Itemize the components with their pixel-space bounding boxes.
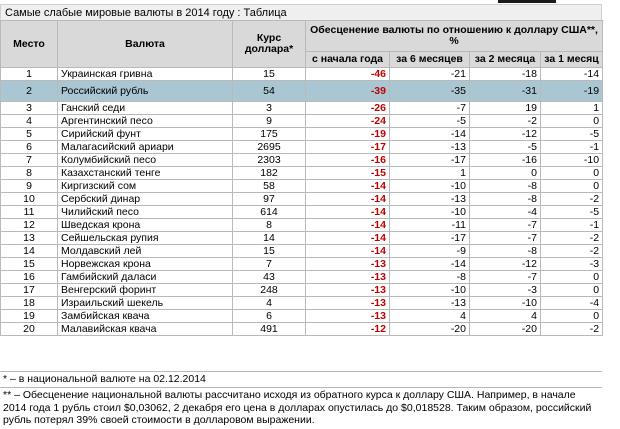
- cell-since-year-start: -14: [306, 245, 390, 258]
- cell-place: 12: [1, 219, 58, 232]
- cell-two-months: -12: [470, 258, 541, 271]
- cell-six-months: -9: [390, 245, 470, 258]
- cell-since-year-start: -14: [306, 180, 390, 193]
- table-row: [1, 193, 603, 206]
- table-row: [1, 141, 603, 154]
- cell-rate: 175: [233, 128, 306, 141]
- cell-since-year-start: -39: [306, 81, 390, 102]
- cell-two-months: -7: [470, 219, 541, 232]
- footnote-rate: * – в национальной валюте на 02.12.2014: [0, 371, 602, 385]
- cell-one-month: -2: [541, 323, 603, 336]
- cell-six-months: 4: [390, 310, 470, 323]
- cell-rate: 2303: [233, 154, 306, 167]
- cell-since-year-start: -14: [306, 232, 390, 245]
- cell-place: 9: [1, 180, 58, 193]
- cell-place: 6: [1, 141, 58, 154]
- header-since-year-start: с начала года: [306, 52, 390, 68]
- header-devaluation: Обесценение валюты по отношению к доллару США**, %: [306, 21, 603, 52]
- cell-one-month: 0: [541, 167, 603, 180]
- cell-since-year-start: -26: [306, 102, 390, 115]
- cell-six-months: -11: [390, 219, 470, 232]
- cell-place: 5: [1, 128, 58, 141]
- cell-since-year-start: -13: [306, 310, 390, 323]
- header-six-months: за 6 месяцев: [390, 52, 470, 68]
- cell-currency: Украинская гривна: [58, 68, 233, 81]
- top-edge-bar: [498, 0, 556, 3]
- cell-place: 13: [1, 232, 58, 245]
- cell-one-month: 0: [541, 284, 603, 297]
- cell-currency: Израильский шекель: [58, 297, 233, 310]
- table-row: [1, 245, 603, 258]
- cell-two-months: -7: [470, 271, 541, 284]
- cell-since-year-start: -14: [306, 193, 390, 206]
- table-row: [1, 297, 603, 310]
- cell-two-months: -20: [470, 323, 541, 336]
- table-row: [1, 323, 603, 336]
- table-row: [1, 284, 603, 297]
- table-row: [1, 81, 603, 102]
- cell-six-months: -13: [390, 141, 470, 154]
- cell-currency: Сейшельская рупия: [58, 232, 233, 245]
- cell-six-months: -35: [390, 81, 470, 102]
- cell-one-month: -5: [541, 128, 603, 141]
- cell-since-year-start: -13: [306, 271, 390, 284]
- cell-six-months: -21: [390, 68, 470, 81]
- cell-one-month: 0: [541, 271, 603, 284]
- table-row: [1, 310, 603, 323]
- cell-currency: Киргизский сом: [58, 180, 233, 193]
- cell-currency: Чилийский песо: [58, 206, 233, 219]
- cell-since-year-start: -19: [306, 128, 390, 141]
- table-title: Самые слабые мировые валюты в 2014 году : Таблица: [0, 4, 602, 20]
- cell-one-month: -3: [541, 258, 603, 271]
- cell-currency: Колумбийский песо: [58, 154, 233, 167]
- cell-two-months: -18: [470, 68, 541, 81]
- cell-place: 19: [1, 310, 58, 323]
- header-one-month: за 1 месяц: [541, 52, 603, 68]
- cell-currency: Сербский динар: [58, 193, 233, 206]
- cell-rate: 4: [233, 297, 306, 310]
- cell-two-months: -3: [470, 284, 541, 297]
- cell-one-month: -2: [541, 193, 603, 206]
- cell-rate: 614: [233, 206, 306, 219]
- table-row: [1, 206, 603, 219]
- table-row: [1, 219, 603, 232]
- cell-one-month: -1: [541, 141, 603, 154]
- cell-one-month: -10: [541, 154, 603, 167]
- cell-one-month: 0: [541, 310, 603, 323]
- cell-currency: Молдавский лей: [58, 245, 233, 258]
- cell-since-year-start: -16: [306, 154, 390, 167]
- table-row: [1, 180, 603, 193]
- cell-rate: 8: [233, 219, 306, 232]
- cell-currency: Малавийская квача: [58, 323, 233, 336]
- table-row: [1, 232, 603, 245]
- cell-two-months: -10: [470, 297, 541, 310]
- table-row: [1, 167, 603, 180]
- cell-place: 14: [1, 245, 58, 258]
- cell-one-month: -2: [541, 245, 603, 258]
- cell-two-months: -8: [470, 180, 541, 193]
- cell-since-year-start: -17: [306, 141, 390, 154]
- cell-six-months: 1: [390, 167, 470, 180]
- cell-since-year-start: -14: [306, 219, 390, 232]
- cell-rate: 54: [233, 81, 306, 102]
- cell-rate: 3: [233, 102, 306, 115]
- table-row: [1, 154, 603, 167]
- cell-two-months: -16: [470, 154, 541, 167]
- cell-six-months: -10: [390, 284, 470, 297]
- cell-since-year-start: -13: [306, 297, 390, 310]
- cell-rate: 182: [233, 167, 306, 180]
- cell-rate: 7: [233, 258, 306, 271]
- cell-two-months: -5: [470, 141, 541, 154]
- header-two-months: за 2 месяца: [470, 52, 541, 68]
- cell-place: 2: [1, 81, 58, 102]
- cell-currency: Гамбийский даласи: [58, 271, 233, 284]
- cell-place: 16: [1, 271, 58, 284]
- cell-two-months: -8: [470, 193, 541, 206]
- cell-six-months: -10: [390, 206, 470, 219]
- cell-two-months: 0: [470, 167, 541, 180]
- table-row: [1, 258, 603, 271]
- cell-two-months: 4: [470, 310, 541, 323]
- cell-two-months: -8: [470, 245, 541, 258]
- cell-rate: 15: [233, 68, 306, 81]
- cell-place: 10: [1, 193, 58, 206]
- cell-currency: Российский рубль: [58, 81, 233, 102]
- table-row: [1, 128, 603, 141]
- cell-place: 8: [1, 167, 58, 180]
- cell-two-months: -12: [470, 128, 541, 141]
- cell-six-months: -17: [390, 154, 470, 167]
- cell-place: 4: [1, 115, 58, 128]
- cell-currency: Аргентинский песо: [58, 115, 233, 128]
- cell-two-months: -2: [470, 115, 541, 128]
- cell-currency: Ганский седи: [58, 102, 233, 115]
- cell-place: 11: [1, 206, 58, 219]
- table-row: [1, 68, 603, 81]
- header-currency: Валюта: [58, 21, 233, 68]
- cell-rate: 43: [233, 271, 306, 284]
- cell-currency: Венгерский форинт: [58, 284, 233, 297]
- cell-rate: 6: [233, 310, 306, 323]
- cell-six-months: -5: [390, 115, 470, 128]
- cell-six-months: -14: [390, 128, 470, 141]
- cell-six-months: -20: [390, 323, 470, 336]
- cell-rate: 14: [233, 232, 306, 245]
- cell-currency: Шведская крона: [58, 219, 233, 232]
- table-row: [1, 271, 603, 284]
- header-place: Место: [1, 21, 58, 68]
- cell-two-months: -7: [470, 232, 541, 245]
- cell-six-months: -7: [390, 102, 470, 115]
- cell-six-months: -8: [390, 271, 470, 284]
- cell-rate: 2695: [233, 141, 306, 154]
- cell-rate: 97: [233, 193, 306, 206]
- table-row: [1, 102, 603, 115]
- cell-rate: 491: [233, 323, 306, 336]
- cell-rate: 248: [233, 284, 306, 297]
- cell-place: 20: [1, 323, 58, 336]
- cell-place: 3: [1, 102, 58, 115]
- cell-since-year-start: -12: [306, 323, 390, 336]
- cell-since-year-start: -24: [306, 115, 390, 128]
- cell-place: 1: [1, 68, 58, 81]
- cell-two-months: 19: [470, 102, 541, 115]
- cell-two-months: -4: [470, 206, 541, 219]
- cell-since-year-start: -13: [306, 258, 390, 271]
- cell-one-month: -2: [541, 232, 603, 245]
- cell-place: 15: [1, 258, 58, 271]
- header-rate: Курс доллара*: [233, 21, 306, 68]
- cell-six-months: -13: [390, 193, 470, 206]
- cell-one-month: 0: [541, 180, 603, 193]
- cell-since-year-start: -13: [306, 284, 390, 297]
- cell-place: 18: [1, 297, 58, 310]
- cell-currency: Малагасийский ариари: [58, 141, 233, 154]
- cell-currency: Казахстанский тенге: [58, 167, 233, 180]
- cell-rate: 9: [233, 115, 306, 128]
- cell-one-month: -19: [541, 81, 603, 102]
- cell-since-year-start: -15: [306, 167, 390, 180]
- cell-rate: 15: [233, 245, 306, 258]
- currency-table: [0, 20, 603, 336]
- cell-one-month: 1: [541, 102, 603, 115]
- cell-currency: Замбийская квача: [58, 310, 233, 323]
- cell-one-month: -1: [541, 219, 603, 232]
- cell-currency: Сирийский фунт: [58, 128, 233, 141]
- cell-one-month: -5: [541, 206, 603, 219]
- table-row: [1, 115, 603, 128]
- cell-place: 7: [1, 154, 58, 167]
- cell-six-months: -13: [390, 297, 470, 310]
- cell-since-year-start: -46: [306, 68, 390, 81]
- cell-currency: Норвежская крона: [58, 258, 233, 271]
- footnote-devaluation: ** – Обесценение национальной валюты рассчитано исходя из обратного курса к доллару США. Например, в начале 2014 года 1 рубль стоил $0,03062, 2 декабря его цена в долларах опустилась до $0,018528. Таким образом, российский рубль потерял 39% своей стоимости в долларовом выражении.: [0, 387, 602, 427]
- cell-one-month: 0: [541, 115, 603, 128]
- cell-six-months: -10: [390, 180, 470, 193]
- cell-two-months: -31: [470, 81, 541, 102]
- cell-six-months: -14: [390, 258, 470, 271]
- cell-since-year-start: -14: [306, 206, 390, 219]
- cell-place: 17: [1, 284, 58, 297]
- cell-rate: 58: [233, 180, 306, 193]
- cell-six-months: -17: [390, 232, 470, 245]
- cell-one-month: -14: [541, 68, 603, 81]
- cell-one-month: -4: [541, 297, 603, 310]
